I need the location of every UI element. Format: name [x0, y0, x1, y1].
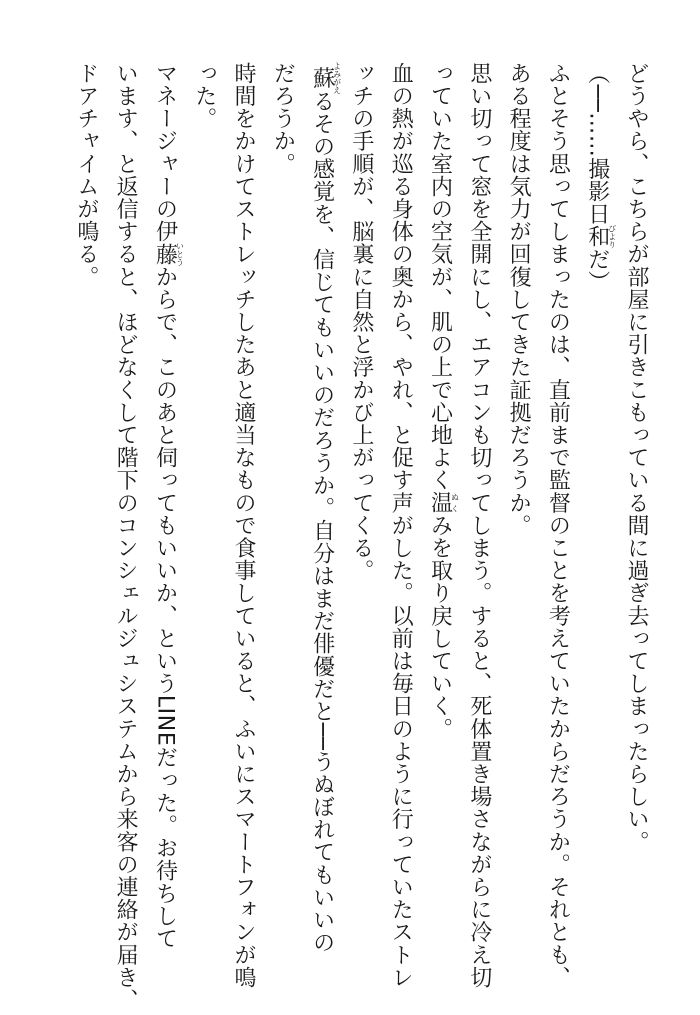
text-line: ある程度は気力が回復してきた証拠だろうか。 — [506, 62, 532, 537]
ruby-reading: よみがえ — [332, 62, 342, 94]
text-line: どうやら、こちらが部屋に引きこもっている間に過ぎ去ってしまったらしい。 — [624, 62, 649, 853]
ruby-reading: びより — [607, 224, 617, 249]
text-line: （──……撮影日和びよりだ） — [584, 62, 617, 294]
text-line: います、と返信すると、ほどなくして階下のコンシェルジュシステムから来客の連絡が届き、 — [113, 62, 139, 1012]
text-line: った。 — [191, 62, 217, 130]
text-line: だろうか。 — [270, 62, 296, 175]
text-line: ふとそう思ってしまったのは、直前まで監督のことを考えていたからだろうか。それとも、 — [545, 62, 571, 989]
text-line: っていた室内の空気が、肌の上で心地よく温ぬくみを取り戻していく。 — [427, 62, 460, 741]
text-line: 思い切って窓を全開にし、エアコンも切ってしまう。すると、死体置き場さながらに冷え切 — [466, 62, 492, 989]
text-line: 血の熱が巡る身体の奥から、やれ、と促す声がした。以前は毎日のように行っていたストレ — [388, 62, 414, 989]
text-line: 時間をかけてストレッチしたあと適当なもので食事していると、ふいにスマートフォンが鳴 — [231, 62, 257, 989]
ruby-reading: いとう — [175, 242, 185, 267]
text-line: 蘇よみがえるその感覚を、信じてもいいのだろうか。自分はまだ俳優だと──うぬぼれてもいいの — [309, 62, 342, 954]
text-line: ドアチャイムが鳴る。 — [73, 62, 99, 288]
text-line: ッチの手順が、脳裏に自然と浮かび上がってくる。 — [348, 62, 374, 582]
text-line: マネージャーの伊藤いとうからで、このあと伺ってもいいか、というLINEだった。お待ちして — [152, 62, 185, 950]
novel-page — [36, 62, 656, 1012]
ruby-reading: ぬく — [450, 491, 460, 514]
